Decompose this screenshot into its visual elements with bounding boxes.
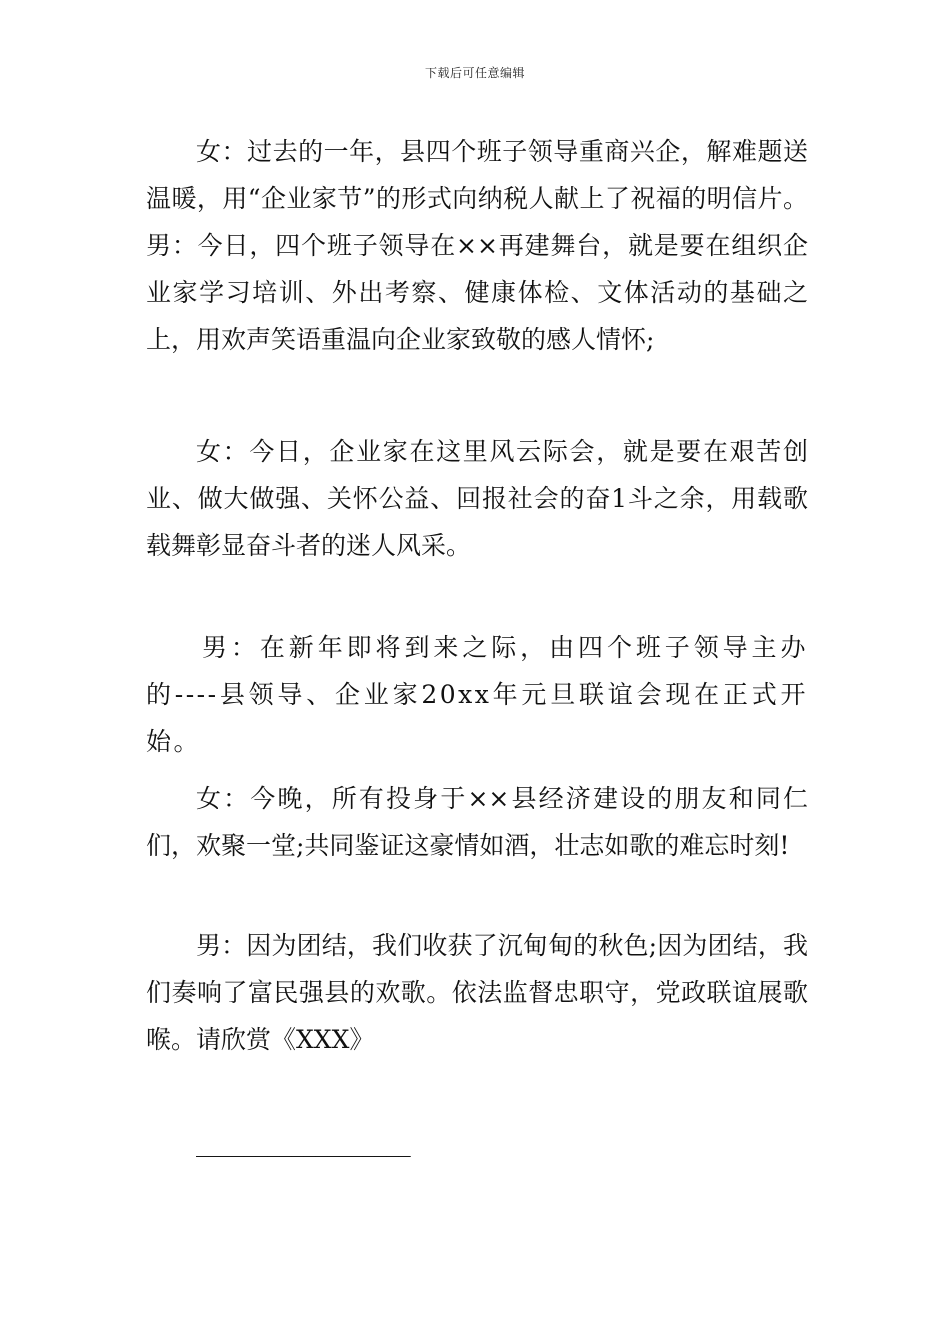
paragraph-4: 女：今晚，所有投身于××县经济建设的朋友和同仁们，欢聚一堂;共同鉴证这豪情如酒，壮志如歌的难忘时刻! <box>146 784 808 860</box>
separator-line: __________________ <box>196 1128 411 1157</box>
paragraph-2: 女：今日，企业家在这里风云际会，就是要在艰苦创业、做大做强、关怀公益、回报社会的奋1斗之余，用载歌载舞彰显奋斗者的迷人风采。 <box>146 437 808 560</box>
page-header-note: 下载后可任意编辑 <box>424 66 525 80</box>
paragraph-5: 男：因为团结，我们收获了沉甸甸的秋色;因为团结，我们奏响了富民强县的欢歌。依法监督忠职守，党政联谊展歌喉。请欣赏《XXX》 <box>146 931 808 1054</box>
paragraph-1: 女：过去的一年，县四个班子领导重商兴企，解难题送温暖，用“企业家节”的形式向纳税人献上了祝福的明信片。男：今日，四个班子领导在××再建舞台，就是要在组织企业家学习培训、外出考察、健康体检、文体活动的基础之上，用欢声笑语重温向企业家致敬的感人情怀; <box>146 137 808 354</box>
paragraph-3: 男：在新年即将到来之际，由四个班子领导主办的----县领导、企业家20xx年元旦联谊会现在正式开始。 <box>146 633 808 756</box>
